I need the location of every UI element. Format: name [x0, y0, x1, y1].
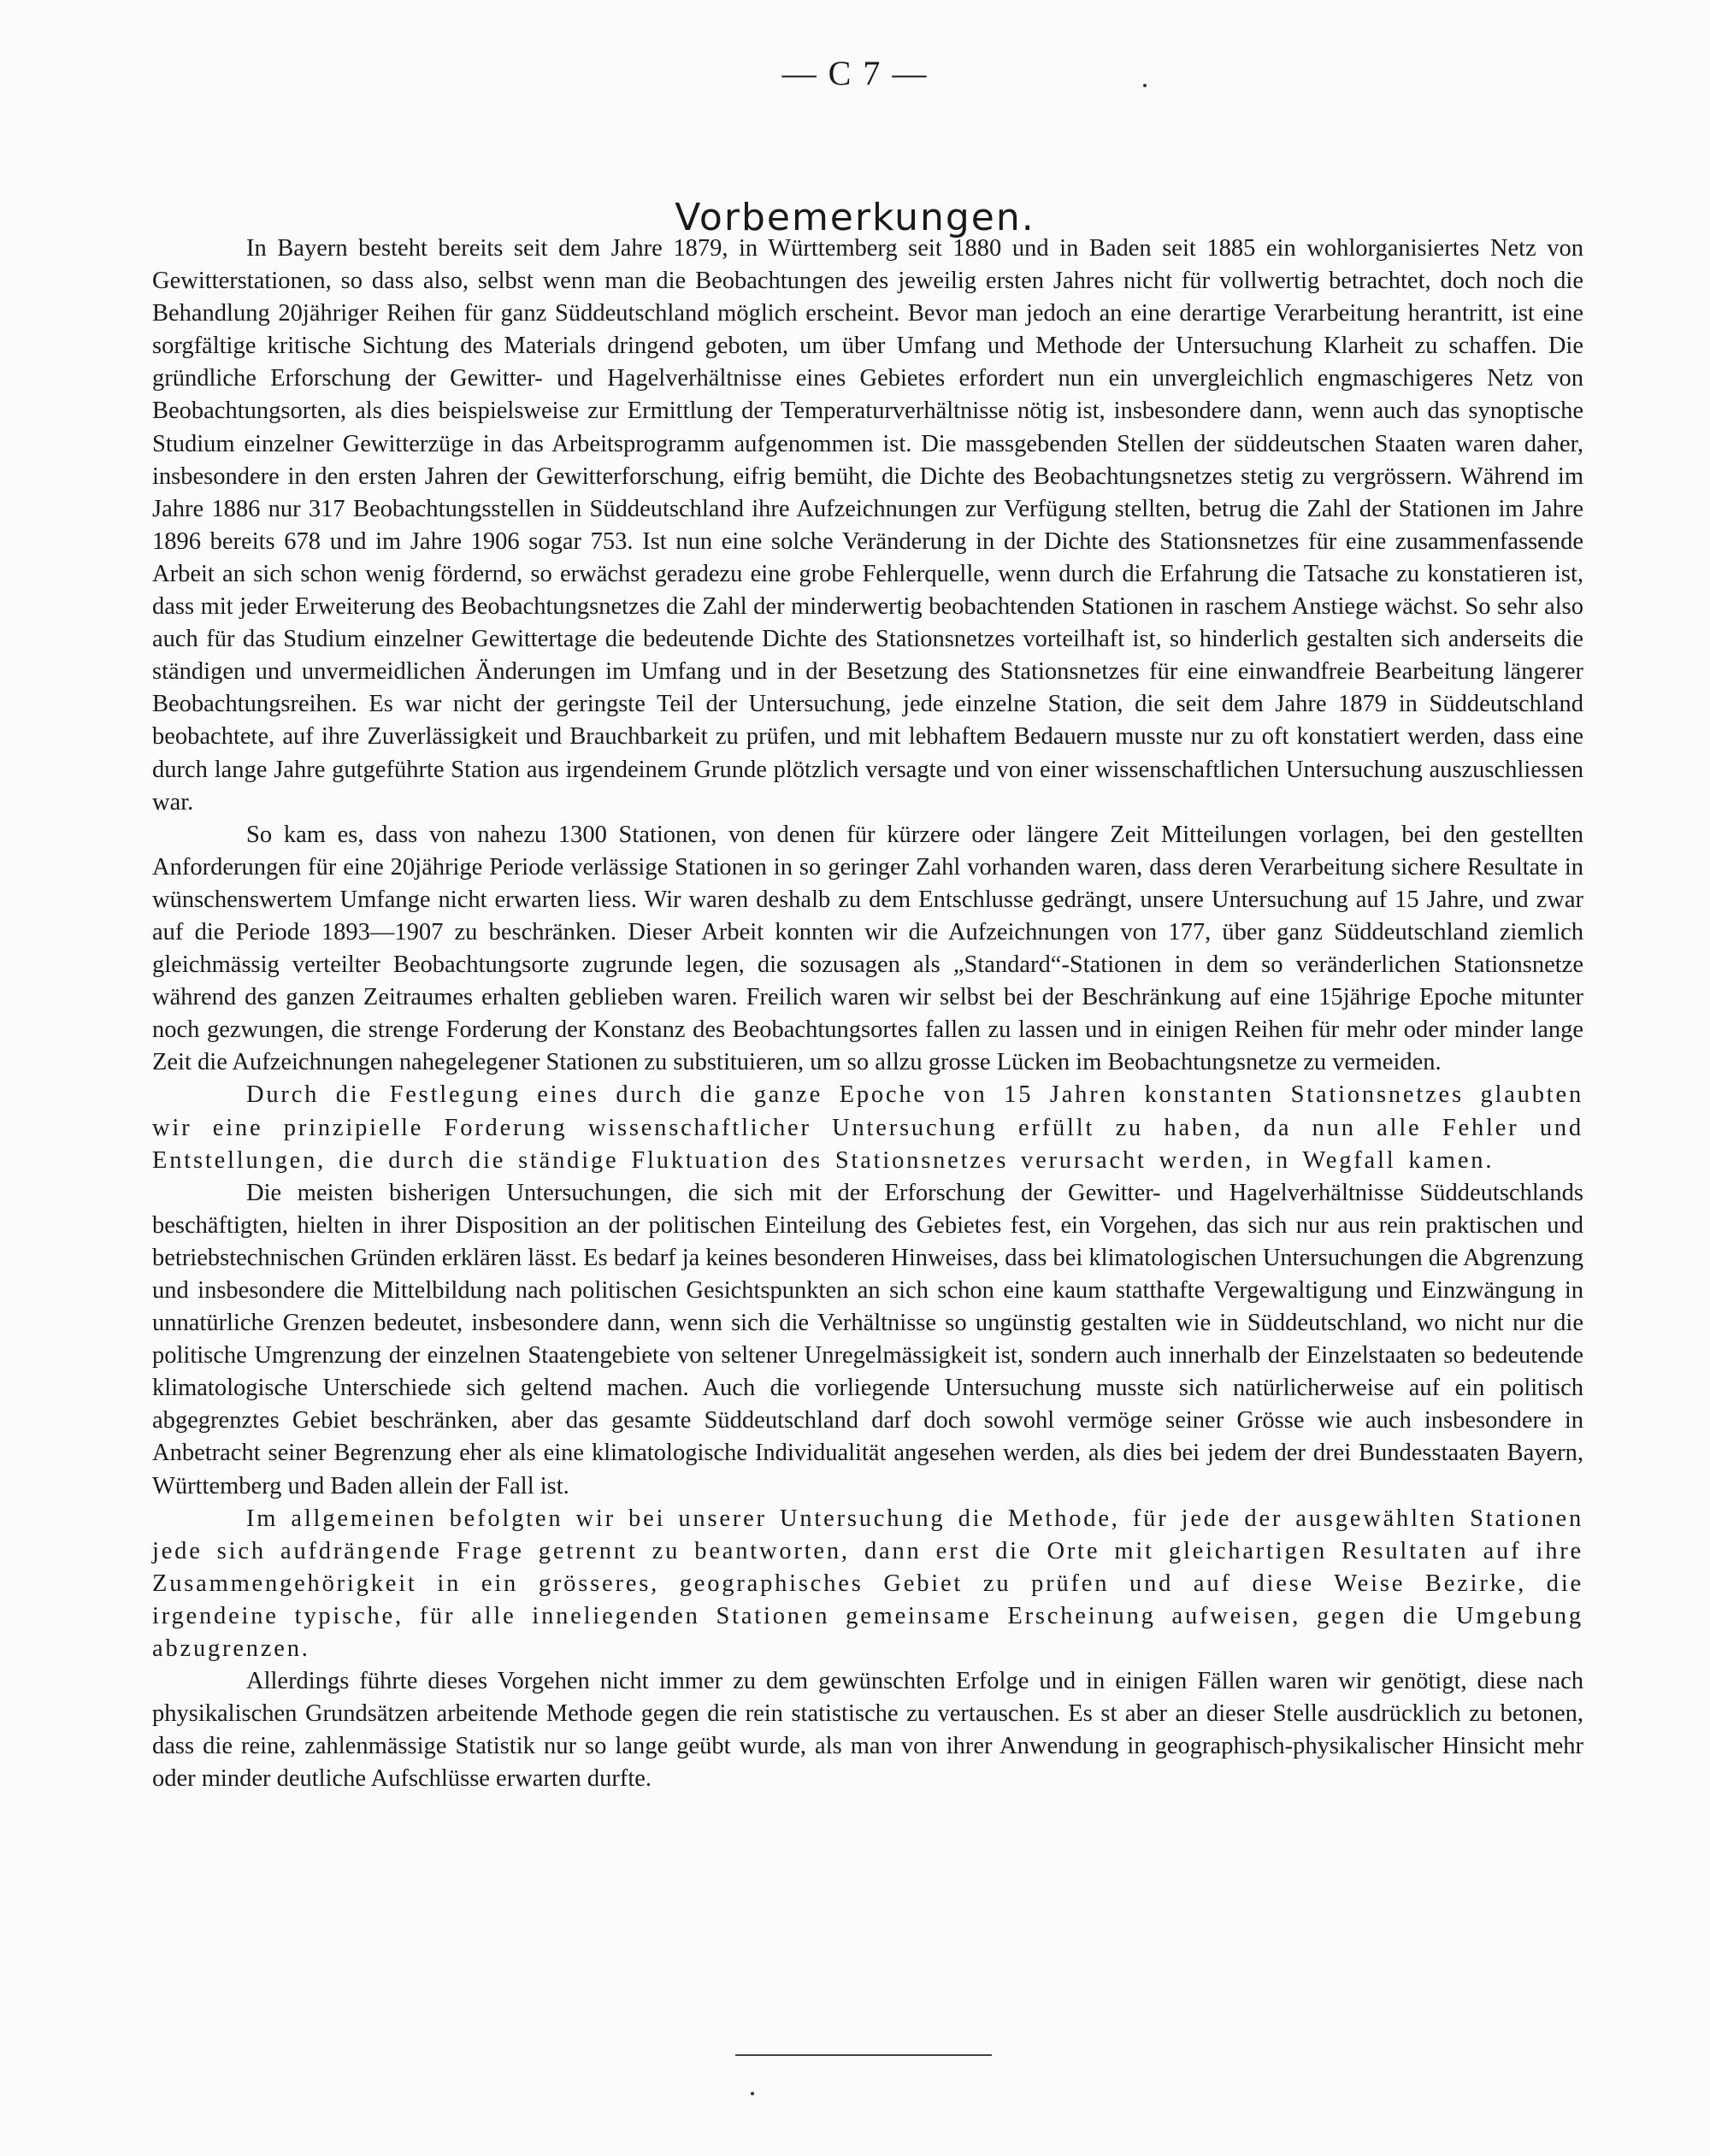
print-speck	[1143, 84, 1147, 87]
print-speck	[751, 2092, 754, 2095]
paragraph-5-spaced: Im allgemeinen befolgten wir bei unserer Untersuchung die Methode, für jede der ausgewählten Stationen jede sich aufdrängende Frage getrennt zu beantworten, dann erst die Orte mit gleichartigen Resultaten auf ihre Zusammengehörigkeit in ein grösseres, geographisches Gebiet zu prüfen und auf diese Weise Bezirke, die irgendeine typische, für alle inneliegenden Stationen gemeinsame Erscheinung aufweisen, gegen die Umgebung abzugrenzen.	[152, 1505, 1583, 1663]
paragraph-3-spaced: Durch die Festlegung eines durch die ganze Epoche von 15 Jahren konstanten Stationsnetzes glaubten wir eine prinzipielle Forderung wissenschaftlicher Untersuchung erfüllt zu haben, da nun alle Fehler und Entstellungen, die durch die ständige Fluktuation des Stationsnetzes verursacht werden, in Wegfall kamen.	[152, 1081, 1583, 1174]
paragraph-4: Die meisten bisherigen Untersuchungen, die sich mit der Erforschung der Gewitter- und Hagelverhältnisse Süddeutschlands beschäftigten, hielten in ihrer Disposition an der politischen Einteilung des Gebietes fest, ein Vorgehen, das sich nur aus rein praktischen und betriebstechnischen Gründen erklären lässt. Es bedarf ja keines besonderen Hinweises, dass bei klimatologischen Untersuchungen die Abgrenzung und insbesondere die Mittelbildung nach politischen Gesichtspunkten an sich schon eine kaum statthafte Vergewaltigung und Einzwängung in unnatürliche Grenzen bedeutet, insbesondere dann, wenn sich die Verhältnisse so ungünstig gestalten wie in Süddeutschland, wo nicht nur die politische Umgrenzung der einzelnen Staatengebiete von seltener Unregelmässigkeit ist, sondern auch innerhalb der Einzelstaaten so bedeutende klimatologische Unterschiede sich geltend machen. Auch die vorliegende Untersuchung musste sich natürlicherweise auf ein politisch abgegrenztes Gebiet beschränken, aber das gesamte Süddeutschland darf doch sowohl vermöge seiner Grösse wie auch insbesondere in Anbetracht seiner Begrenzung eher als eine klimatologische Individualität angesehen werden, als dies bei jedem der drei Bundesstaaten Bayern, Württemberg und Baden allein der Fall ist.	[152, 1179, 1583, 1499]
section-heading: Vorbemerkungen.	[675, 196, 1035, 240]
paragraph-2: So kam es, dass von nahezu 1300 Stationen, von denen für kürzere oder längere Zeit Mitteilungen vorlagen, bei den gestellten Anforderungen für eine 20jährige Periode verlässige Stationen in so geringer Zahl vorhanden waren, dass deren Verarbeitung sichere Resultate in wünschenswertem Umfange nicht erwarten liess. Wir waren deshalb zu dem Entschlusse gedrängt, unsere Untersuchung auf 15 Jahre, und zwar auf die Periode 1893—1907 zu beschränken. Dieser Arbeit konnten wir die Aufzeichnungen von 177, über ganz Süddeutschland ziemlich gleichmässig verteilter Beobachtungsorte zugrunde legen, die sozusagen als „Standard“-Stationen in dem so veränderlichen Stationsnetze während des ganzen Zeitraumes erhalten geblieben waren. Freilich waren wir selbst bei der Beschränkung auf eine 15jährige Epoche mitunter noch gezwungen, die strenge Forderung der Konstanz des Beobachtungsortes fallen zu lassen und in einigen Reihen für mehr oder minder lange Zeit die Aufzeichnungen nahegelegener Stationen zu substituieren, um so allzu grosse Lücken im Beobachtungsnetze zu vermeiden.	[152, 821, 1583, 1076]
paragraph-6: Allerdings führte dieses Vorgehen nicht immer zu dem gewünschten Erfolge und in einigen Fällen waren wir genötigt, diese nach physikalischen Grundsätzen arbeitende Methode gegen die rein statistische zu vertauschen. Es st aber an dieser Stelle ausdrücklich zu betonen, dass die reine, zahlenmässige Statistik nur so lange geübt wurde, als man von ihrer Anwendung in geographisch-physikalischer Hinsicht mehr oder minder deutliche Aufschlüsse erwarten durfte.	[152, 1668, 1583, 1793]
paragraph-1: In Bayern besteht bereits seit dem Jahre 1879, in Württemberg seit 1880 und in Baden seit 1885 ein wohlorganisiertes Netz von Gewitterstationen, so dass also, selbst wenn man die Beobachtungen des jeweilig ersten Jahres nicht für vollwertig betrachtet, doch noch die Behandlung 20jähriger Reihen für ganz Süddeutschland möglich erscheint. Bevor man jedoch an eine derartige Verarbeitung herantritt, ist eine sorgfältige kritische Sichtung des Materials dringend geboten, um über Umfang und Methode der Untersuchung Klarheit zu schaffen. Die gründliche Erforschung der Gewitter- und Hagelverhältnisse eines Gebietes erfordert nun ein unvergleichlich engmaschigeres Netz von Beobachtungsorten, als dies beispielsweise zur Ermittlung der Temperaturverhältnisse nötig ist, insbesondere dann, wenn auch das synoptische Studium einzelner Gewitterzüge in das Arbeitsprogramm aufgenommen ist. Die massgebenden Stellen der süddeutschen Staaten waren daher, insbesondere in den ersten Jahren der Gewitterforschung, eifrig bemüht, die Dichte des Beobachtungsnetzes stetig zu vergrössern. Während im Jahre 1886 nur 317 Beobachtungsstellen in Süddeutschland ihre Aufzeichnungen zur Verfügung stellten, betrug die Zahl der Stationen im Jahre 1896 bereits 678 und im Jahre 1906 sogar 753. Ist nun eine solche Veränderung in der Dichte des Stationsnetzes für eine zusammenfassende Arbeit an sich schon wenig fördernd, so erwächst geradezu eine grobe Fehlerquelle, wenn durch die Erfahrung die Tatsache zu konstatieren ist, dass mit jeder Erweiterung des Beobachtungsnetzes die Zahl der minderwertig beobachtenden Stationen in raschem Anstiege wächst. So sehr also auch für das Studium einzelner Gewittertage die bedeutende Dichte des Stationsnetzes vorteilhaft ist, so hinderlich gestalten sich anderseits die ständigen und unvermeidlichen Änderungen im Umfang und in der Besetzung des Stationsnetzes für eine einwandfreie Bearbeitung längerer Beobachtungsreihen. Es war nicht der geringste Teil der Untersuchung, jede einzelne Station, die seit dem Jahre 1879 in Süddeutschland beobachtete, auf ihre Zuverlässigkeit und Brauchbarkeit zu prüfen, und mit lebhaftem Bedauern musste nur zu oft konstatiert werden, dass eine durch lange Jahre gutgeführte Station aus irgendeinem Grunde plötzlich versagte und von einer wissenschaftlichen Untersuchung auszuschliessen war.	[152, 235, 1583, 816]
body-text	[152, 233, 1583, 1796]
closing-rule	[735, 2054, 992, 2056]
page-number: — C 7 —	[781, 54, 929, 92]
